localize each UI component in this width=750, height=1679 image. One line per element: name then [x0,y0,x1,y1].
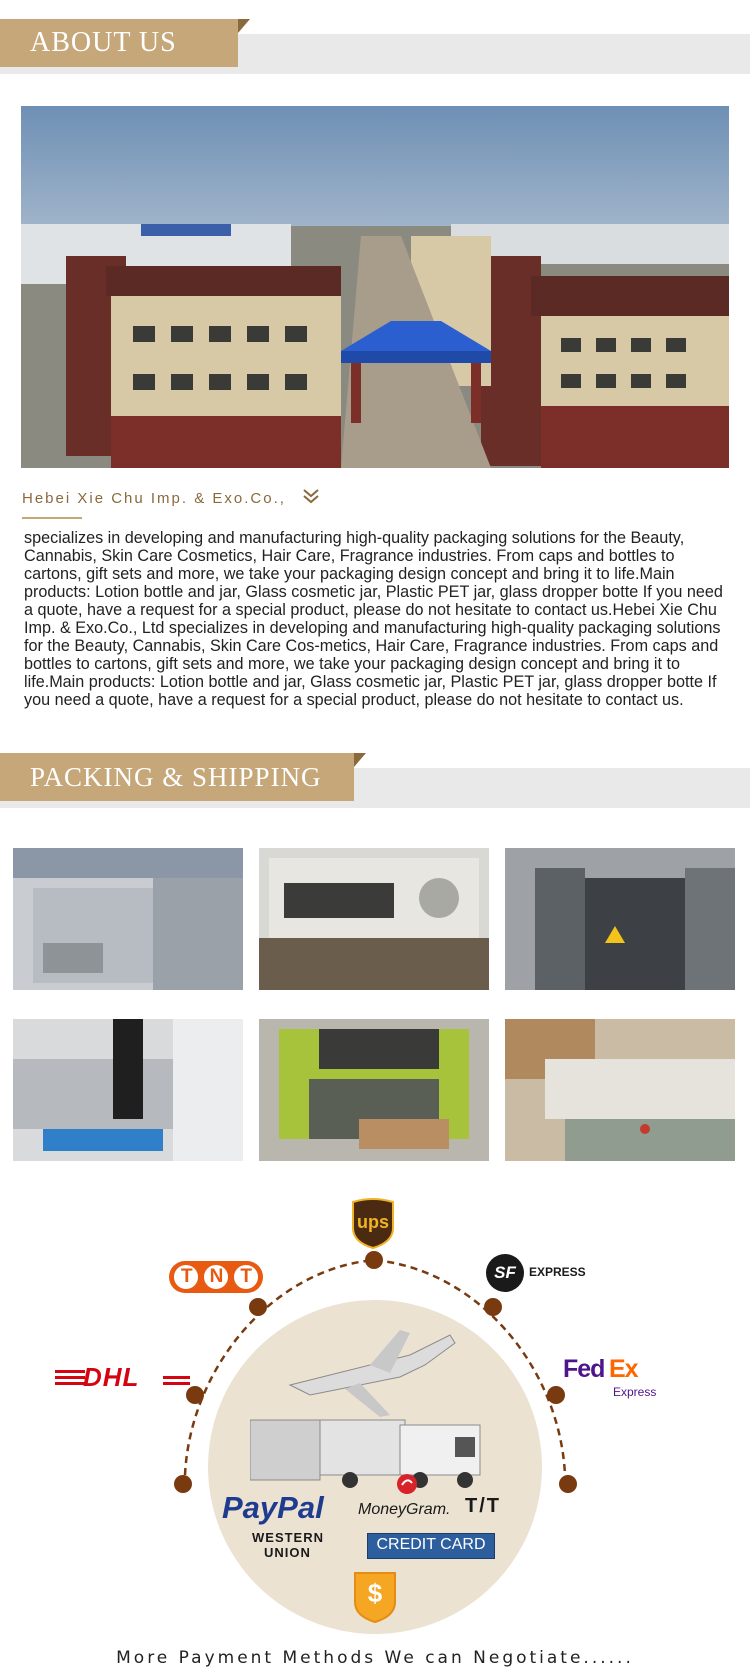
packing-heading-notch [354,753,366,767]
about-heading-notch [238,19,250,33]
western-union-logo [252,1530,352,1566]
arc-dot [365,1251,383,1269]
dollar-bag-icon [350,1568,400,1624]
dhl-logo [55,1360,190,1394]
about-paragraph: specializes in developing and manufacturing high-quality packaging solutions for the Beauty, Cannabis, Skin Care Cosmetics, Hair Care, Fragrance industries. From caps and bottles to cartons, gift sets and more, we take your packaging design concept and bring it to life.Main products: Lotion bottle and jar, Glass cosmetic jar, Plastic PET jar, glass dropper botte If you need a quote, have a request for a special product, please do not hesitate to contact us.Hebei Xie Chu Imp. & Exo.Co., Ltd specializes in developing and manufacturing high-quality packaging solutions for the Beauty, Cannabis, Skin Care Cos-metics, Hair Care, Fragrance industries. From caps and bottles to cartons, gift sets and more, we take your packaging design concept and bring it to life.Main products: Lotion bottle and jar, Glass cosmetic jar, Plastic PET jar, glass dropper botte If you need a quote, have a request for a special product, please do not hesitate to contact us. [24,529,723,709]
chevron-down-icon [302,487,320,505]
company-underline [22,517,82,519]
transport-illustration [250,1325,490,1495]
ups-logo [350,1198,396,1250]
machine-illustration [13,848,243,990]
western-union-line1: WESTERN [252,1530,324,1545]
tnt-logo [168,1260,269,1294]
sf-express-logo [485,1253,595,1293]
fedex-ex-label: Ex [609,1355,638,1383]
sf-express-label: EXPRESS [529,1265,586,1279]
payment-footer-text: More Payment Methods We can Negotiate...... [116,1648,634,1668]
machine-illustration [505,848,735,990]
moneygram-logo: MoneyGram. [358,1501,451,1518]
machine-illustration [505,1019,735,1161]
tt-logo: T/T [465,1495,501,1517]
arc-dot [484,1298,502,1316]
tnt-label: TNT [181,1266,269,1287]
machine-photo [259,1019,489,1161]
moneygram-icon [396,1473,418,1495]
dollar-sign: $ [367,1578,383,1608]
machine-illustration [259,848,489,990]
sf-label: SF [494,1263,516,1282]
factory-illustration [21,106,729,468]
arc-dot [174,1475,192,1493]
dhl-label: DHL [83,1362,140,1392]
machine-photo [13,1019,243,1161]
paypal-logo: PayPal [222,1490,324,1525]
packing-heading: PACKING & SHIPPING [0,753,354,801]
machine-photo [505,848,735,990]
ups-label: ups [356,1212,389,1232]
western-union-line2: UNION [264,1545,311,1560]
credit-card-label: CREDIT CARD [376,1536,486,1553]
fedex-express-label: Express [613,1385,657,1399]
about-heading: ABOUT US [0,19,238,67]
factory-photo [21,106,729,468]
arc-dot [559,1475,577,1493]
machine-photo [505,1019,735,1161]
machine-photo [259,848,489,990]
machine-illustration [13,1019,243,1161]
fedex-logo [563,1355,673,1403]
fedex-fed-label: Fed [563,1355,605,1383]
arc-dot [249,1298,267,1316]
company-name: Hebei Xie Chu Imp. & Exo.Co., [22,490,286,507]
shipping-payment-graphic [40,1190,710,1640]
machine-illustration [259,1019,489,1161]
machine-photo [13,848,243,990]
